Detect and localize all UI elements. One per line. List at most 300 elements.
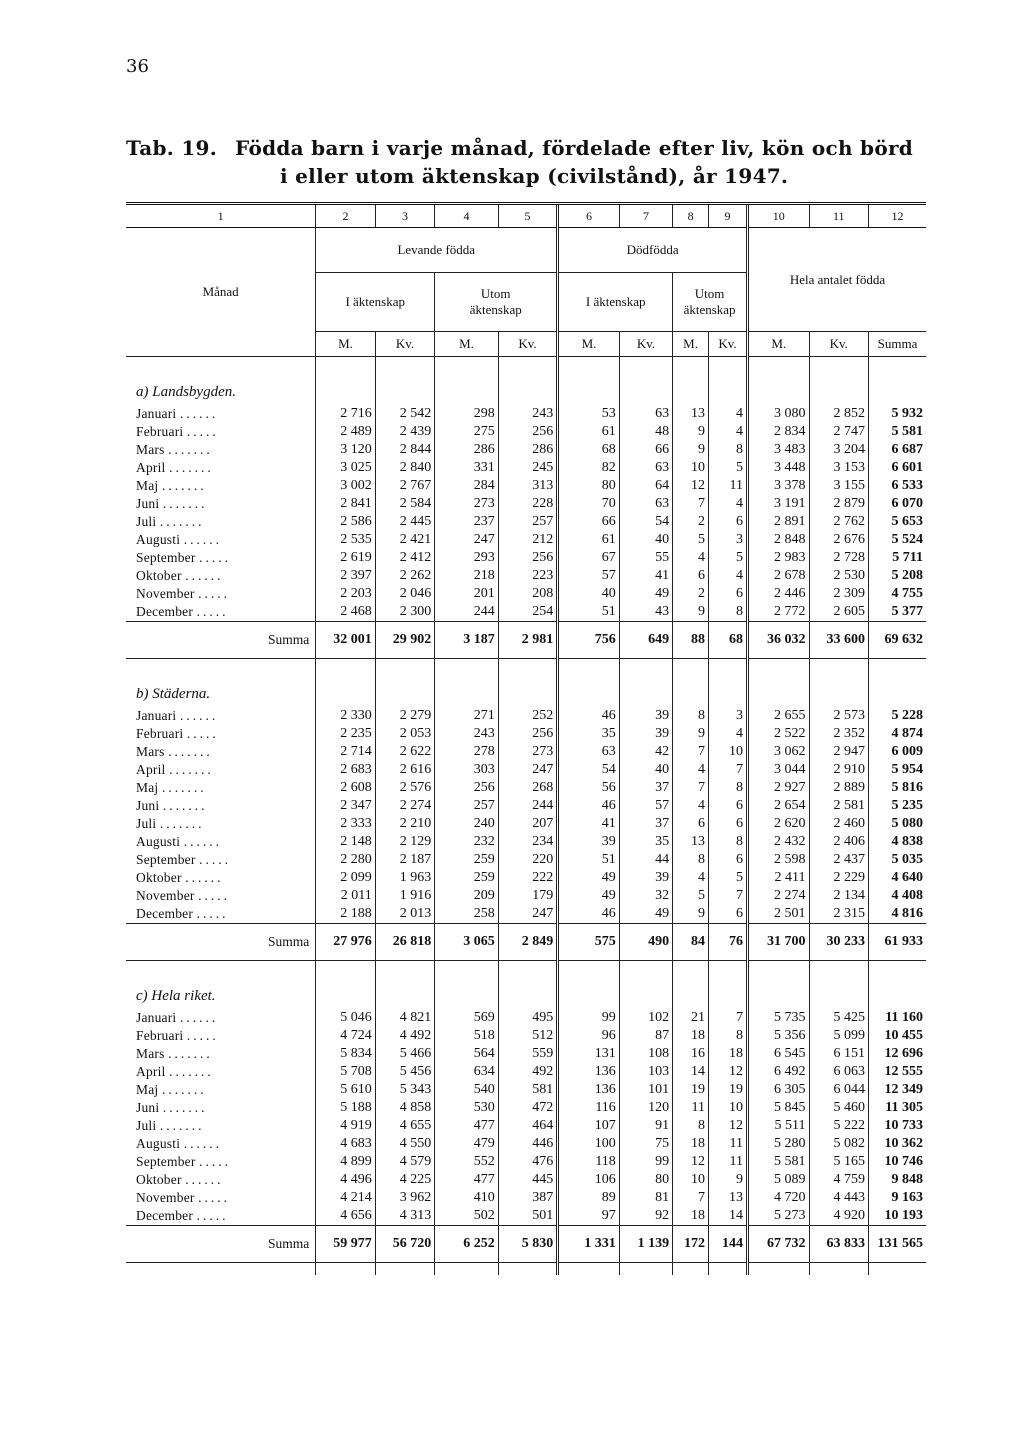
- summa-cell: 27 976: [316, 924, 375, 961]
- summa-cell: 2 849: [498, 924, 557, 961]
- table-cell: 99: [619, 1153, 672, 1171]
- table-cell: 2 460: [809, 815, 868, 833]
- section-heading-row: [126, 961, 926, 1010]
- table-cell: 66: [619, 441, 672, 459]
- table-row: [126, 405, 926, 423]
- table-cell: 4 838: [869, 833, 927, 851]
- column-number: 3: [375, 205, 434, 228]
- empty-cell: [375, 1263, 434, 1276]
- table-header: [126, 204, 926, 357]
- table-cell: 10 455: [869, 1027, 927, 1045]
- table-cell: 257: [498, 513, 557, 531]
- table-cell: 48: [619, 423, 672, 441]
- empty-cell: [126, 1263, 316, 1276]
- month-label: [126, 441, 316, 459]
- table-row: [126, 761, 926, 779]
- leader-dots: .....: [196, 1208, 229, 1223]
- table-cell: 3 120: [316, 441, 375, 459]
- table-cell: 5 280: [747, 1135, 809, 1153]
- table-row: [126, 1081, 926, 1099]
- table-cell: 63: [619, 405, 672, 423]
- summa-cell: 131 565: [869, 1226, 927, 1263]
- table-cell: 63: [619, 495, 672, 513]
- summa-cell: 29 902: [375, 622, 434, 659]
- leader-dots: ......: [185, 568, 224, 583]
- leader-dots: .....: [199, 852, 231, 867]
- month-name: April: [136, 762, 166, 777]
- month-name: April: [136, 460, 166, 475]
- table-cell: 2 099: [316, 869, 375, 887]
- empty-cell: [809, 357, 868, 406]
- summa-cell: 31 700: [747, 924, 809, 961]
- empty-cell: [375, 659, 434, 708]
- table-cell: 259: [435, 869, 499, 887]
- table-cell: 39: [619, 869, 672, 887]
- table-cell: 12: [673, 477, 709, 495]
- table-cell: 5 954: [869, 761, 927, 779]
- month-label: [126, 567, 316, 585]
- header-summa: Summa: [869, 332, 927, 357]
- table-cell: 256: [498, 423, 557, 441]
- summa-cell: 63 833: [809, 1226, 868, 1263]
- table-cell: 2 616: [375, 761, 434, 779]
- table-cell: 3 025: [316, 459, 375, 477]
- table-cell: 2 187: [375, 851, 434, 869]
- header-m: M.: [435, 332, 499, 357]
- table-cell: 540: [435, 1081, 499, 1099]
- table-cell: 7: [673, 1189, 709, 1207]
- table-cell: 2 844: [375, 441, 434, 459]
- table-cell: 2 501: [747, 905, 809, 924]
- table-cell: 2 262: [375, 567, 434, 585]
- table-cell: 2 315: [809, 905, 868, 924]
- header-dodfodda: Dödfödda: [558, 228, 748, 273]
- empty-cell: [809, 659, 868, 708]
- month-label: [126, 707, 316, 725]
- table-cell: 530: [435, 1099, 499, 1117]
- month-name: Februari: [136, 1028, 184, 1043]
- month-label: [126, 513, 316, 531]
- table-cell: 278: [435, 743, 499, 761]
- empty-cell: [747, 659, 809, 708]
- table-cell: 258: [435, 905, 499, 924]
- empty-cell: [869, 659, 927, 708]
- table-cell: 259: [435, 851, 499, 869]
- table-row: [126, 707, 926, 725]
- table-cell: 4 858: [375, 1099, 434, 1117]
- table-cell: 5 080: [869, 815, 927, 833]
- table-cell: 4 755: [869, 585, 927, 603]
- table-cell: 5 610: [316, 1081, 375, 1099]
- empty-cell: [709, 357, 748, 406]
- table-cell: 2 330: [316, 707, 375, 725]
- table-cell: 3 378: [747, 477, 809, 495]
- table-cell: 5 581: [869, 423, 927, 441]
- table-cell: 19: [673, 1081, 709, 1099]
- summa-row: [126, 1226, 926, 1263]
- table-cell: 303: [435, 761, 499, 779]
- table-cell: 495: [498, 1009, 557, 1027]
- empty-cell: [375, 961, 434, 1010]
- table-cell: 61: [558, 531, 620, 549]
- table-cell: 49: [619, 905, 672, 924]
- leader-dots: .......: [162, 1100, 208, 1115]
- leader-dots: ......: [183, 532, 222, 547]
- leader-dots: .....: [196, 906, 229, 921]
- table-cell: 6: [673, 567, 709, 585]
- table-cell: 247: [498, 905, 557, 924]
- table-row: [126, 725, 926, 743]
- table-cell: 99: [558, 1009, 620, 1027]
- table-cell: 9: [673, 725, 709, 743]
- table-cell: 3 155: [809, 477, 868, 495]
- month-name: November: [136, 586, 195, 601]
- table-cell: 7: [709, 761, 748, 779]
- table-cell: 5 273: [747, 1207, 809, 1226]
- table-cell: 5: [673, 887, 709, 905]
- table-cell: 207: [498, 815, 557, 833]
- table-cell: 2 279: [375, 707, 434, 725]
- table-cell: 7: [709, 887, 748, 905]
- summa-cell: 1 139: [619, 1226, 672, 1263]
- table-cell: 87: [619, 1027, 672, 1045]
- empty-cell: [869, 1263, 927, 1276]
- table-cell: 40: [619, 761, 672, 779]
- table-cell: 53: [558, 405, 620, 423]
- table-cell: 479: [435, 1135, 499, 1153]
- table-cell: 8: [709, 603, 748, 622]
- table-cell: 2 489: [316, 423, 375, 441]
- table-row: [126, 797, 926, 815]
- table-cell: 103: [619, 1063, 672, 1081]
- table-cell: 136: [558, 1063, 620, 1081]
- empty-cell: [673, 961, 709, 1010]
- header-utom-line2: äktenskap: [469, 302, 522, 317]
- table-cell: 10 362: [869, 1135, 927, 1153]
- table-cell: 2 762: [809, 513, 868, 531]
- column-number: 10: [747, 205, 809, 228]
- table-cell: 91: [619, 1117, 672, 1135]
- empty-cell: [435, 659, 499, 708]
- table-cell: 5 089: [747, 1171, 809, 1189]
- leader-dots: .......: [162, 496, 208, 511]
- month-name: Augusti: [136, 1136, 181, 1151]
- header-utom-aktenskap: [435, 273, 558, 332]
- header-utom-line2: äktenskap: [683, 302, 736, 317]
- table-cell: 9: [709, 1171, 748, 1189]
- table-cell: 12 696: [869, 1045, 927, 1063]
- table-cell: 2 983: [747, 549, 809, 567]
- table-cell: 8: [673, 1117, 709, 1135]
- table-cell: 70: [558, 495, 620, 513]
- leader-dots: .......: [161, 1082, 207, 1097]
- table-cell: 2 432: [747, 833, 809, 851]
- table-cell: 9: [673, 603, 709, 622]
- column-number: 2: [316, 205, 375, 228]
- statistics-table-container: [126, 202, 926, 1275]
- table-cell: 11: [709, 477, 748, 495]
- table-cell: 5 456: [375, 1063, 434, 1081]
- empty-cell: [558, 357, 620, 406]
- table-cell: 4: [709, 495, 748, 513]
- table-cell: 2 134: [809, 887, 868, 905]
- table-cell: 107: [558, 1117, 620, 1135]
- table-cell: 4: [673, 797, 709, 815]
- table-cell: 136: [558, 1081, 620, 1099]
- leader-dots: .......: [169, 762, 214, 777]
- table-cell: 2 728: [809, 549, 868, 567]
- table-cell: 256: [435, 779, 499, 797]
- table-cell: 2: [673, 585, 709, 603]
- month-label: [126, 1153, 316, 1171]
- table-row: [126, 1207, 926, 1226]
- table-cell: 5: [709, 549, 748, 567]
- table-row: [126, 905, 926, 924]
- month-label: [126, 1045, 316, 1063]
- leader-dots: ......: [179, 406, 219, 421]
- table-cell: 4 724: [316, 1027, 375, 1045]
- empty-cell: [673, 357, 709, 406]
- table-row: [126, 1171, 926, 1189]
- leader-dots: ......: [185, 870, 224, 885]
- table-cell: 66: [558, 513, 620, 531]
- table-cell: 559: [498, 1045, 557, 1063]
- table-cell: 244: [435, 603, 499, 622]
- table-cell: 14: [673, 1063, 709, 1081]
- leader-dots: .......: [168, 744, 213, 759]
- table-cell: 240: [435, 815, 499, 833]
- table-cell: 6 533: [869, 477, 927, 495]
- table-cell: 6: [709, 513, 748, 531]
- column-number: 11: [809, 205, 868, 228]
- header-m: M.: [747, 332, 809, 357]
- table-cell: 2 910: [809, 761, 868, 779]
- empty-cell: [498, 961, 557, 1010]
- table-cell: 4 656: [316, 1207, 375, 1226]
- table-row: [126, 1009, 926, 1027]
- table-cell: 2 421: [375, 531, 434, 549]
- table-cell: 49: [619, 585, 672, 603]
- month-label: [126, 797, 316, 815]
- empty-cell: [709, 961, 748, 1010]
- table-cell: 2 053: [375, 725, 434, 743]
- table-cell: 97: [558, 1207, 620, 1226]
- table-cell: 501: [498, 1207, 557, 1226]
- table-cell: 387: [498, 1189, 557, 1207]
- month-label: [126, 905, 316, 924]
- table-row: [126, 1135, 926, 1153]
- summa-row: [126, 924, 926, 961]
- table-cell: 6: [709, 905, 748, 924]
- summa-cell: 32 001: [316, 622, 375, 659]
- table-cell: 1 916: [375, 887, 434, 905]
- summa-cell: 144: [709, 1226, 748, 1263]
- table-cell: 8: [709, 1027, 748, 1045]
- leader-dots: ......: [185, 1172, 224, 1187]
- table-cell: 3: [709, 531, 748, 549]
- month-name: Februari: [136, 424, 184, 439]
- empty-cell: [747, 961, 809, 1010]
- table-cell: 284: [435, 477, 499, 495]
- table-cell: 5 165: [809, 1153, 868, 1171]
- leader-dots: .......: [161, 780, 207, 795]
- summa-cell: 68: [709, 622, 748, 659]
- table-cell: 10 193: [869, 1207, 927, 1226]
- table-cell: 82: [558, 459, 620, 477]
- header-m: M.: [673, 332, 709, 357]
- table-cell: 51: [558, 603, 620, 622]
- table-cell: 5 208: [869, 567, 927, 585]
- summa-cell: 61 933: [869, 924, 927, 961]
- table-cell: 2 716: [316, 405, 375, 423]
- table-cell: 11: [709, 1153, 748, 1171]
- month-name: September: [136, 852, 196, 867]
- empty-cell: [709, 659, 748, 708]
- table-cell: 102: [619, 1009, 672, 1027]
- table-cell: 13: [709, 1189, 748, 1207]
- month-name: Juli: [136, 816, 157, 831]
- table-cell: 39: [619, 725, 672, 743]
- table-cell: 8: [709, 779, 748, 797]
- header-i-aktenskap: I äktenskap: [316, 273, 435, 332]
- table-cell: 212: [498, 531, 557, 549]
- table-cell: 293: [435, 549, 499, 567]
- table-cell: 3 080: [747, 405, 809, 423]
- table-cell: 2 619: [316, 549, 375, 567]
- month-label: [126, 833, 316, 851]
- table-cell: 4: [709, 405, 748, 423]
- table-cell: 218: [435, 567, 499, 585]
- summa-cell: 76: [709, 924, 748, 961]
- table-cell: 10: [709, 1099, 748, 1117]
- table-cell: 118: [558, 1153, 620, 1171]
- month-label: [126, 761, 316, 779]
- table-cell: 46: [558, 707, 620, 725]
- leader-dots: .......: [162, 798, 208, 813]
- table-cell: 5 653: [869, 513, 927, 531]
- empty-cell: [809, 1263, 868, 1276]
- table-cell: 7: [673, 495, 709, 513]
- table-cell: 2 412: [375, 549, 434, 567]
- table-cell: 257: [435, 797, 499, 815]
- empty-cell: [709, 1263, 748, 1276]
- header-month: Månad: [126, 228, 316, 357]
- table-cell: 37: [619, 815, 672, 833]
- table-cell: 8: [709, 833, 748, 851]
- table-cell: 286: [498, 441, 557, 459]
- table-cell: 3 002: [316, 477, 375, 495]
- table-cell: 46: [558, 797, 620, 815]
- month-label: [126, 1081, 316, 1099]
- header-kv: Kv.: [709, 332, 748, 357]
- table-cell: 16: [673, 1045, 709, 1063]
- table-cell: 4 492: [375, 1027, 434, 1045]
- month-name: September: [136, 1154, 196, 1169]
- table-cell: 18: [673, 1027, 709, 1045]
- table-cell: 6: [709, 815, 748, 833]
- month-name: December: [136, 1208, 194, 1223]
- month-label: [126, 1117, 316, 1135]
- table-cell: 5 460: [809, 1099, 868, 1117]
- table-cell: 7: [709, 1009, 748, 1027]
- table-cell: 220: [498, 851, 557, 869]
- table-cell: 2: [673, 513, 709, 531]
- table-cell: 4 655: [375, 1117, 434, 1135]
- summa-cell: 59 977: [316, 1226, 375, 1263]
- table-cell: 2 011: [316, 887, 375, 905]
- summa-cell: 56 720: [375, 1226, 434, 1263]
- month-label: [126, 1099, 316, 1117]
- table-row: [126, 495, 926, 513]
- table-cell: 331: [435, 459, 499, 477]
- empty-cell: [316, 1263, 375, 1276]
- header-kv: Kv.: [375, 332, 434, 357]
- table-cell: 2 598: [747, 851, 809, 869]
- table-cell: 4 919: [316, 1117, 375, 1135]
- table-row: [126, 513, 926, 531]
- table-cell: 3 191: [747, 495, 809, 513]
- table-cell: 243: [498, 405, 557, 423]
- table-cell: 2 586: [316, 513, 375, 531]
- table-cell: 11: [709, 1135, 748, 1153]
- table-cell: 35: [619, 833, 672, 851]
- table-cell: 81: [619, 1189, 672, 1207]
- table-cell: 2 046: [375, 585, 434, 603]
- leader-dots: ......: [183, 834, 222, 849]
- table-row: [126, 549, 926, 567]
- table-cell: 14: [709, 1207, 748, 1226]
- table-row: [126, 779, 926, 797]
- table-cell: 32: [619, 887, 672, 905]
- table-cell: 2 280: [316, 851, 375, 869]
- table-cell: 247: [498, 761, 557, 779]
- table-cell: 11 305: [869, 1099, 927, 1117]
- table-cell: 5 932: [869, 405, 927, 423]
- month-name: Juni: [136, 1100, 160, 1115]
- empty-cell: [316, 357, 375, 406]
- table-cell: 2 605: [809, 603, 868, 622]
- table-cell: 6 545: [747, 1045, 809, 1063]
- table-cell: 4 443: [809, 1189, 868, 1207]
- table-row: [126, 1099, 926, 1117]
- summa-cell: 575: [558, 924, 620, 961]
- table-cell: 5 222: [809, 1117, 868, 1135]
- table-row: [126, 743, 926, 761]
- table-cell: 2 535: [316, 531, 375, 549]
- empty-cell: [435, 961, 499, 1010]
- table-cell: 2 235: [316, 725, 375, 743]
- header-kv: Kv.: [809, 332, 868, 357]
- table-row: [126, 531, 926, 549]
- table-row: [126, 1045, 926, 1063]
- table-cell: 5 834: [316, 1045, 375, 1063]
- table-cell: 222: [498, 869, 557, 887]
- table-cell: 518: [435, 1027, 499, 1045]
- table-cell: 6 492: [747, 1063, 809, 1081]
- month-name: November: [136, 888, 195, 903]
- empty-cell: [558, 961, 620, 1010]
- month-label: [126, 459, 316, 477]
- page-number: 36: [126, 56, 149, 77]
- table-cell: 2 747: [809, 423, 868, 441]
- header-utom-line1: Utom: [694, 286, 725, 301]
- table-cell: 2 654: [747, 797, 809, 815]
- column-number: 7: [619, 205, 672, 228]
- table-cell: 40: [619, 531, 672, 549]
- empty-cell: [558, 659, 620, 708]
- table-cell: 6: [709, 585, 748, 603]
- summa-cell: 649: [619, 622, 672, 659]
